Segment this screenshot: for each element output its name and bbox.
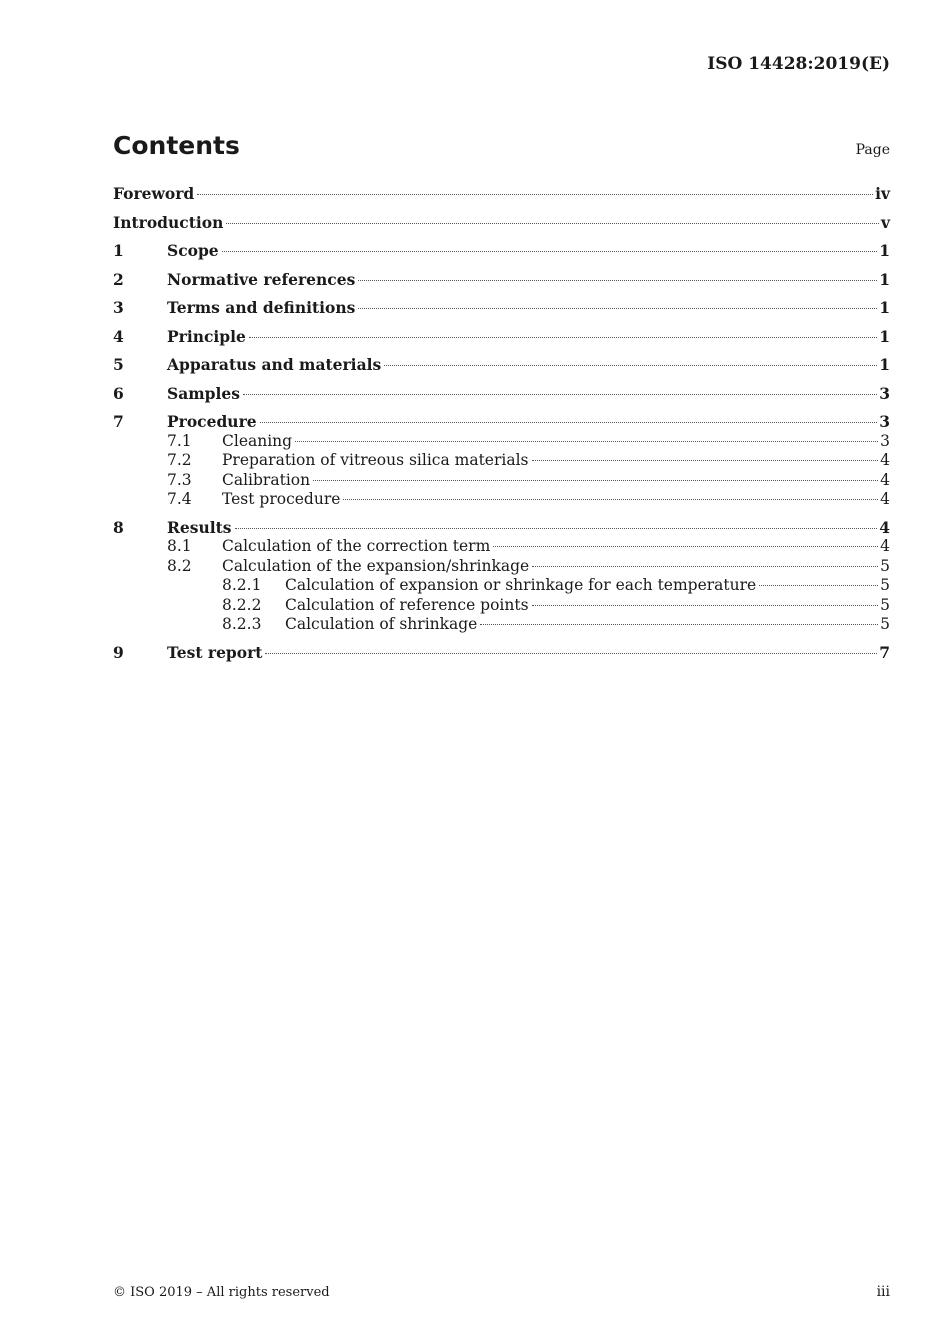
toc-entry-number: 1 bbox=[113, 241, 124, 260]
toc-entry[interactable] bbox=[113, 490, 890, 510]
toc-entry[interactable] bbox=[113, 576, 890, 596]
toc-entry-page: 4 bbox=[880, 451, 890, 469]
toc-entry-title: Calculation of the correction term bbox=[222, 537, 491, 555]
toc-entry-page: 4 bbox=[879, 517, 890, 537]
toc-entry[interactable] bbox=[113, 557, 890, 577]
dot-leader bbox=[243, 394, 877, 395]
toc-entry[interactable] bbox=[113, 270, 890, 299]
toc-entry[interactable] bbox=[113, 451, 890, 471]
toc-entry-number: 6 bbox=[113, 383, 124, 403]
toc-entry-number: 7.3 bbox=[167, 470, 192, 489]
toc-entry-number: 8.2.3 bbox=[222, 615, 262, 633]
toc-entry-page: 3 bbox=[879, 383, 890, 403]
toc-entry-number: 3 bbox=[113, 298, 124, 317]
toc-entry-title: Calculation of the expansion/shrinkage bbox=[222, 556, 530, 575]
toc-entry-number: 8.1 bbox=[167, 537, 192, 555]
toc-entry[interactable] bbox=[113, 643, 890, 672]
toc-entry[interactable] bbox=[113, 355, 890, 384]
toc-entry-number: 2 bbox=[113, 269, 124, 289]
toc-entry[interactable] bbox=[113, 298, 890, 327]
toc-entry-page: 5 bbox=[880, 576, 890, 594]
toc-entry-number: 4 bbox=[113, 326, 124, 346]
dot-leader bbox=[532, 566, 878, 567]
toc-entry-number: 7.4 bbox=[167, 490, 192, 508]
toc-entry-title: Apparatus and materials bbox=[167, 355, 382, 374]
toc-entry-title: Preparation of vitreous silica materials bbox=[222, 451, 529, 469]
toc-entry-number: 8.2.2 bbox=[222, 595, 262, 614]
dot-leader bbox=[265, 653, 877, 654]
toc-entry-title: Procedure bbox=[167, 412, 257, 431]
toc-entry[interactable] bbox=[113, 412, 890, 432]
copyright-notice: © ISO 2019 – All rights reserved bbox=[113, 1285, 330, 1300]
dot-leader bbox=[260, 422, 878, 423]
toc-entry-page: 5 bbox=[880, 595, 890, 614]
toc-entry-page: 3 bbox=[880, 431, 890, 450]
page-column-label: Page bbox=[855, 142, 890, 158]
dot-leader bbox=[358, 280, 877, 281]
toc-title: Contents bbox=[113, 131, 240, 160]
toc-entry-page: iv bbox=[875, 184, 890, 203]
toc-entry-page: 4 bbox=[880, 490, 890, 508]
toc-entry-page: 1 bbox=[879, 269, 890, 289]
toc-entry-title: Calculation of reference points bbox=[285, 595, 529, 614]
toc-entry-number: 7.1 bbox=[167, 431, 192, 450]
toc-entry-page: 5 bbox=[880, 615, 890, 633]
toc-entry-page: 7 bbox=[879, 642, 890, 662]
toc-entry[interactable] bbox=[113, 537, 890, 557]
toc-entry-number: 5 bbox=[113, 355, 124, 374]
toc-entry-page: 1 bbox=[879, 241, 890, 260]
toc-entry-page: 3 bbox=[879, 412, 890, 431]
table-of-contents bbox=[113, 184, 890, 671]
toc-entry-number: 8.2 bbox=[167, 556, 192, 575]
toc-entry-title: Calculation of expansion or shrinkage for each temperature bbox=[285, 576, 757, 594]
dot-leader bbox=[226, 223, 879, 224]
toc-entry-number: 8 bbox=[113, 517, 124, 537]
toc-entry-title: Foreword bbox=[113, 184, 195, 203]
dot-leader bbox=[313, 480, 878, 481]
toc-entry-title: Principle bbox=[167, 326, 246, 346]
toc-entry[interactable] bbox=[113, 327, 890, 356]
toc-entry-title: Normative references bbox=[167, 269, 356, 289]
toc-entry-page: v bbox=[880, 212, 890, 232]
toc-entry-title: Test procedure bbox=[222, 490, 341, 508]
dot-leader bbox=[358, 308, 877, 309]
toc-entry[interactable] bbox=[113, 384, 890, 413]
toc-entry-title: Introduction bbox=[113, 212, 224, 232]
dot-leader bbox=[343, 499, 878, 500]
dot-leader bbox=[532, 605, 879, 606]
dot-leader bbox=[384, 365, 877, 366]
toc-entry-page: 1 bbox=[879, 355, 890, 374]
dot-leader bbox=[759, 585, 878, 586]
toc-entry-title: Calculation of shrinkage bbox=[285, 615, 478, 633]
dot-leader bbox=[532, 460, 879, 461]
toc-entry-title: Scope bbox=[167, 241, 219, 260]
document-id: ISO 14428:2019(E) bbox=[707, 54, 890, 74]
toc-entry-page: 4 bbox=[880, 537, 890, 555]
toc-entry[interactable] bbox=[113, 213, 890, 242]
toc-entry[interactable] bbox=[113, 518, 890, 538]
toc-entry-title: Cleaning bbox=[222, 431, 293, 450]
toc-entry[interactable] bbox=[113, 471, 890, 491]
toc-entry-number: 8.2.1 bbox=[222, 576, 262, 594]
toc-entry[interactable] bbox=[113, 241, 890, 270]
toc-entry-number: 7.2 bbox=[167, 451, 192, 469]
toc-entry-title: Results bbox=[167, 517, 232, 537]
toc-entry-page: 4 bbox=[880, 470, 890, 489]
toc-entry-title: Terms and definitions bbox=[167, 298, 356, 317]
toc-entry-page: 1 bbox=[879, 298, 890, 317]
dot-leader bbox=[197, 194, 873, 195]
toc-entry-title: Samples bbox=[167, 383, 240, 403]
dot-leader bbox=[493, 546, 878, 547]
toc-entry[interactable] bbox=[113, 615, 890, 635]
toc-entry-title: Test report bbox=[167, 642, 263, 662]
toc-entry-title: Calibration bbox=[222, 470, 311, 489]
dot-leader bbox=[235, 528, 878, 529]
dot-leader bbox=[480, 624, 878, 625]
toc-entry[interactable] bbox=[113, 596, 890, 616]
dot-leader bbox=[249, 337, 877, 338]
page-number: iii bbox=[876, 1284, 890, 1300]
toc-entry[interactable] bbox=[113, 184, 890, 213]
dot-leader bbox=[295, 441, 878, 442]
toc-entry[interactable] bbox=[113, 432, 890, 452]
toc-entry-page: 1 bbox=[879, 326, 890, 346]
dot-leader bbox=[222, 251, 878, 252]
toc-entry-number: 9 bbox=[113, 642, 124, 662]
toc-entry-page: 5 bbox=[880, 556, 890, 575]
toc-entry-number: 7 bbox=[113, 412, 124, 431]
